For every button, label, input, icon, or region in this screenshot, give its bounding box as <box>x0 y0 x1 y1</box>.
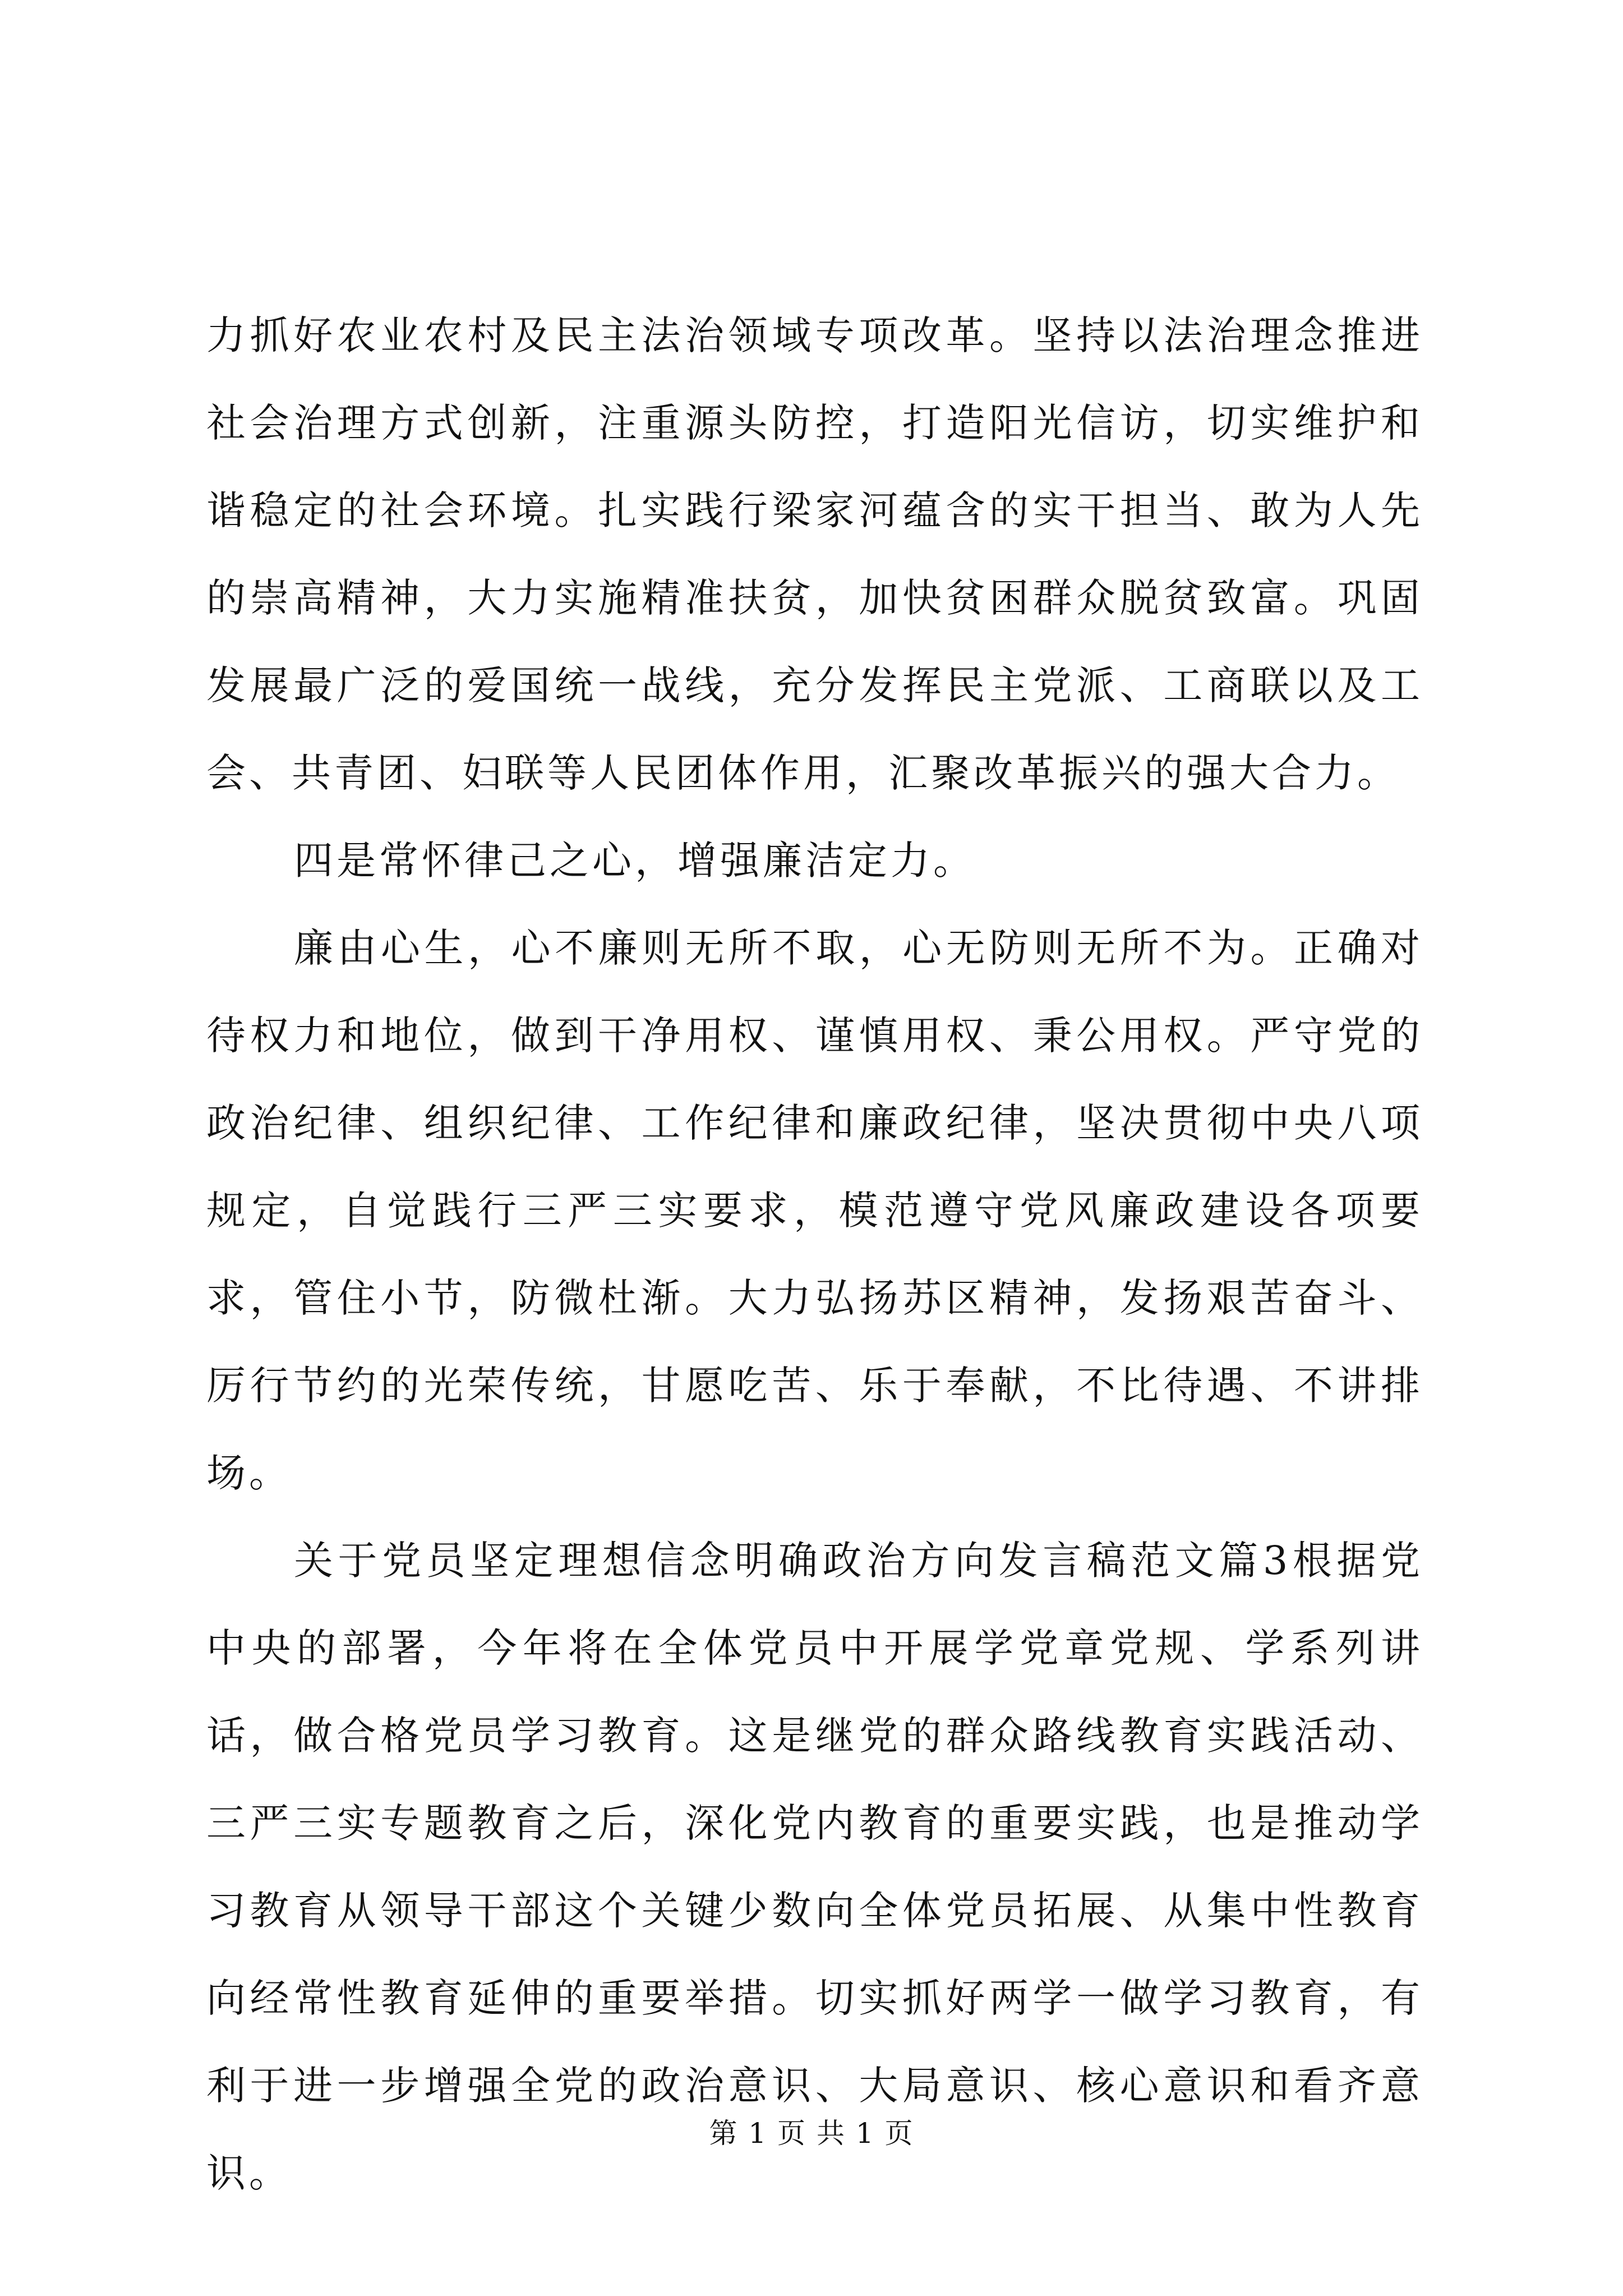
paragraph-3: 廉由心生，心不廉则无所不取，心无防则无所不为。正确对待权力和地位，做到干净用权、谨慎用权、秉公用权。严守党的政治纪律、组织纪律、工作纪律和廉政纪律，坚决贯彻中央八项规定，自觉践行三严三实要求，模范遵守党风廉政建设各项要求，管住小节，防微杜渐。大力弘扬苏区精神，发扬艰苦奋斗、厉行节约的光荣传统，甘愿吃苦、乐于奉献，不比待遇、不讲排场。 <box>206 925 1423 1496</box>
paragraph-2-heading: 四是常怀律己之心，增强廉洁定力。 <box>294 838 976 884</box>
paragraph-4: 关于党员坚定理想信念明确政治方向发言稿范文篇3根据党中央的部署，今年将在全体党员中开展学党章党规、学系列讲话，做合格党员学习教育。这是继党的群众路线教育实践活动、三严三实专题教育之后，深化党内教育的重要实践，也是推动学习教育从领导干部这个关键少数向全体党员拓展、从集中性教育向经常性教育延伸的重要举措。切实抓好两学一做学习教育，有利于进一步增强全党的政治意识、大局意识、核心意识和看齐意识。 <box>206 1538 1423 2196</box>
page-number-footer: 第 1 页 共 1 页 <box>709 2117 914 2150</box>
paragraph-1: 力抓好农业农村及民主法治领域专项改革。坚持以法治理念推进社会治理方式创新，注重源头防控，打造阳光信访，切实维护和谐稳定的社会环境。扎实践行梁家河蕴含的实干担当、敢为人先的崇高精神，大力实施精准扶贫，加快贫困群众脱贫致富。巩固发展最广泛的爱国统一战线，充分发挥民主党派、工商联以及工会、共青团、妇联等人民团体作用，汇聚改革振兴的强大合力。 <box>206 312 1423 796</box>
document-body <box>206 292 1423 2217</box>
